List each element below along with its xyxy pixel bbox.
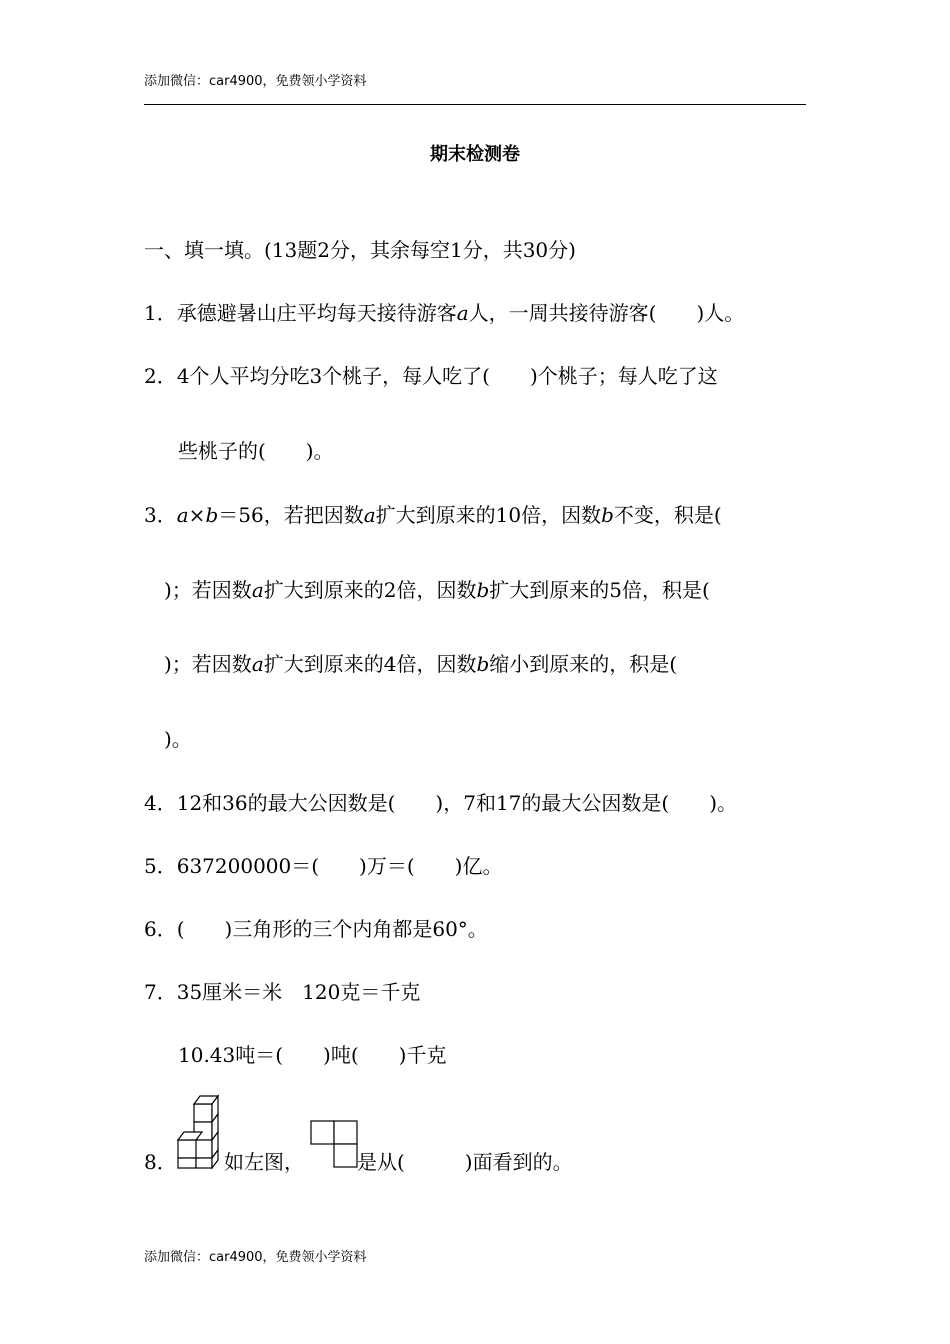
q3-times: ×: [188, 503, 206, 527]
q3-var-a: a: [176, 503, 189, 527]
q5-number: 5．: [144, 854, 177, 878]
page-title: 期末检测卷: [430, 144, 520, 165]
section-heading: 一、填一填。(13题2分，其余每空1分，共30分): [144, 238, 576, 262]
q3-l2-start: )；若因数: [164, 578, 252, 602]
q3-l3-start: )；若因数: [164, 652, 252, 676]
q5-text: 637200000＝( )万＝( )亿。: [176, 854, 503, 878]
q3-l2-var-a: a: [251, 578, 264, 602]
q6-number: 6．: [144, 917, 177, 941]
q3-l2-end: 扩大到原来的5倍，积是(: [489, 578, 710, 602]
q3-l3-mid: 扩大到原来的4倍，因数: [263, 652, 477, 676]
q3-l1-mid: 扩大到原来的10倍，因数: [375, 503, 602, 527]
q3-l3-var-b: b: [476, 652, 490, 676]
q3-l2-var-b: b: [476, 578, 490, 602]
q1-text-b: 人，一周共接待游客( )人。: [468, 301, 745, 325]
q3-l1-end: 不变，积是(: [613, 503, 722, 527]
q1-number: 1．: [144, 301, 177, 325]
q8-text-a: 如左图，: [224, 1150, 304, 1174]
q3-l3-var-a: a: [251, 652, 264, 676]
q6-text: ( )三角形的三个内角都是60°。: [176, 917, 488, 941]
q1-text-a: 承德避暑山庄平均每天接待游客: [176, 301, 457, 325]
q3-l3-end: 缩小到原来的，积是(: [489, 652, 678, 676]
question-5: [144, 852, 502, 880]
q3-line-3: [164, 650, 677, 678]
question-2: [144, 362, 718, 390]
q2-line-1: 4个人平均分吃3个桃子，每人吃了( )个桃子；每人吃了这: [176, 364, 718, 388]
q2-number: 2．: [144, 364, 177, 388]
q3-number: 3．: [144, 503, 177, 527]
question-7: [144, 978, 420, 1006]
question-6: [144, 915, 488, 943]
page-header: 添加微信：car4900，免费领小学资料: [144, 74, 367, 89]
q3-var-b: b: [205, 503, 219, 527]
q7-line-2: 10.43吨＝( )吨( )千克: [178, 1043, 447, 1067]
page-footer: 添加微信：car4900，免费领小学资料: [144, 1250, 367, 1265]
q7-number: 7．: [144, 980, 177, 1004]
q3-l1-var-b: b: [601, 503, 614, 527]
stacked-cubes-figure: [172, 1090, 224, 1170]
q8-number: 8．: [144, 1150, 177, 1174]
question-1: [144, 299, 744, 327]
q4-text: 12和36的最大公因数是( )，7和17的最大公因数是( )。: [176, 791, 738, 815]
q7-line-1: 35厘米＝米 120克＝千克: [176, 980, 421, 1004]
header-rule: [144, 104, 806, 105]
question-4: [144, 789, 737, 817]
q1-variable: a: [456, 301, 469, 325]
q2-line-2: 些桃子的( )。: [178, 439, 334, 463]
q3-line-2: [164, 576, 710, 604]
view-grid-figure: [310, 1120, 360, 1170]
q8-text-b: 是从( )面看到的。: [357, 1150, 573, 1174]
q3-l1-var-a: a: [363, 503, 376, 527]
q3-l2-mid: 扩大到原来的2倍，因数: [263, 578, 477, 602]
q4-number: 4．: [144, 791, 177, 815]
q3-l1-eq: ＝56，若把因数: [218, 503, 364, 527]
q3-line-4: )。: [164, 727, 192, 751]
question-3: [144, 501, 722, 529]
